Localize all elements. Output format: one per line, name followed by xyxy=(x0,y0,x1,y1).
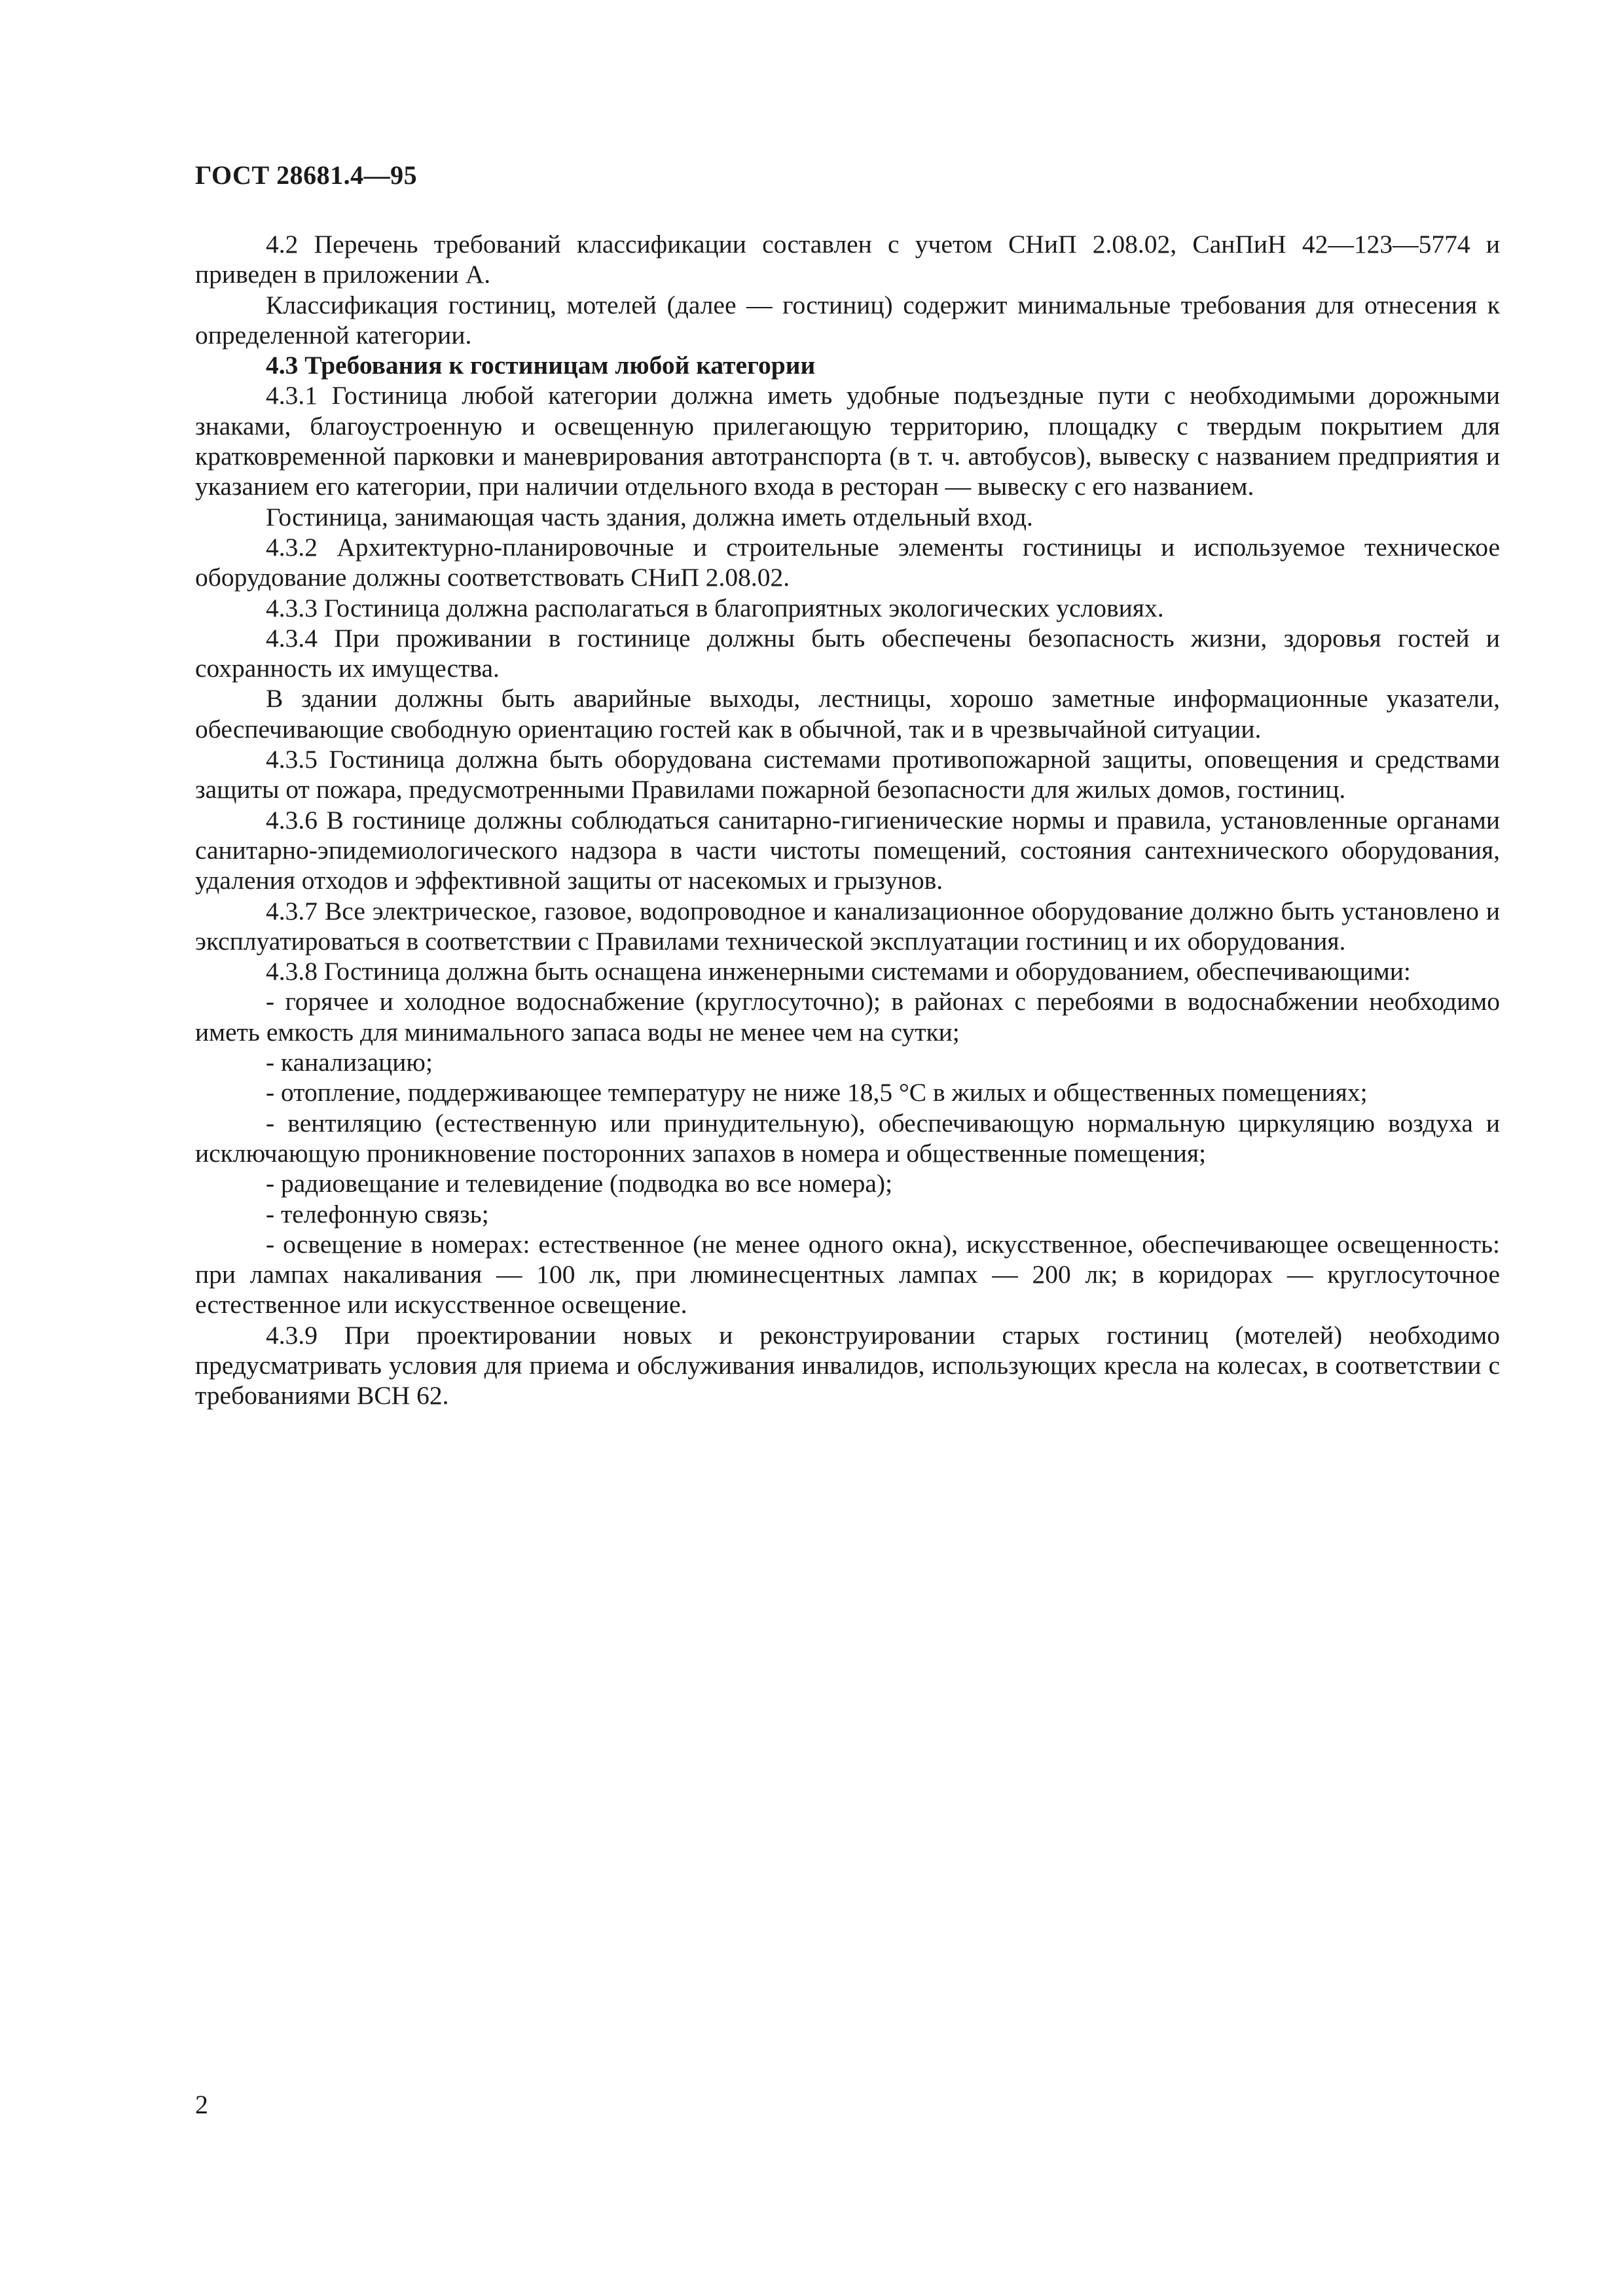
section-heading-4-3: 4.3 Требования к гостиницам любой категории xyxy=(266,351,816,380)
paragraph-separate-entrance: Гостиница, занимающая часть здания, должна иметь отдельный вход. xyxy=(266,502,1033,531)
paragraph-emergency-exits: В здании должны быть аварийные выходы, лестницы, хорошо заметные информационные указатели, обеспечивающие свободную ориентацию гостей как в обычной, так и в чрезвычайной ситуации. xyxy=(195,684,1500,744)
paragraph-4-3-4: 4.3.4 При проживании в гостинице должны быть обеспечены безопасность жизни, здоровья гостей и сохранность их имущества. xyxy=(195,623,1500,683)
paragraph-4-3-8: 4.3.8 Гостиница должна быть оснащена инженерными системами и оборудованием, обеспечивающими: xyxy=(266,957,1411,986)
list-item-heating: - отопление, поддерживающее температуру не ниже 18,5 °С в жилых и общественных помещениях; xyxy=(266,1078,1368,1107)
list-item-ventilation: - вентиляцию (естественную или принудительную), обеспечивающую нормальную циркуляцию воздуха и исключающую проникновение посторонних запахов в номера и общественные помещения; xyxy=(195,1108,1500,1168)
paragraph-classification: Классификация гостиниц, мотелей (далее — гостиниц) содержит минимальные требования для отнесения к определенной категории. xyxy=(195,290,1500,350)
list-item-lighting: - освещение в номерах: естественное (не менее одного окна), искусственное, обеспечивающее освещенность: при лампах накаливания — 100 лк, при люминесцентных лампах — 200 лк; в коридорах — круглосуточное естественное или искусственное освещение. xyxy=(195,1229,1500,1319)
list-item-sewerage: - канализацию; xyxy=(266,1048,433,1077)
paragraph-4-3-3: 4.3.3 Гостиница должна располагаться в благоприятных экологических условиях. xyxy=(266,593,1164,622)
paragraph-4-3-9: 4.3.9 При проектировании новых и реконструировании старых гостиниц (мотелей) необходимо предусматривать условия для приема и обслуживания инвалидов, использующих кресла на колесах, в соответствии с требованиями ВСН 62. xyxy=(195,1320,1500,1410)
paragraph-4-3-1: 4.3.1 Гостиница любой категории должна иметь удобные подъездные пути с необходимыми дорожными знаками, благоустроенную и освещенную прилегающую территорию, площадку с твердым покрытием для кратковременной парковки и маневрирования автотранспорта (в т. ч. автобусов), вывеску с названием предприятия и указанием его категории, при наличии отдельного входа в ресторан — вывеску с его названием. xyxy=(195,381,1500,501)
document-body xyxy=(195,229,1500,1411)
paragraph-4-3-5: 4.3.5 Гостиница должна быть оборудована системами противопожарной защиты, оповещения и средствами защиты от пожара, предусмотренными Правилами пожарной безопасности для жилых домов, гостиниц. xyxy=(195,745,1500,804)
document-code-header: ГОСТ 28681.4—95 xyxy=(195,160,418,190)
page-number: 2 xyxy=(195,2090,208,2119)
list-item-telephone: - телефонную связь; xyxy=(266,1199,489,1229)
paragraph-4-3-6: 4.3.6 В гостинице должны соблюдаться санитарно-гигиенические нормы и правила, установленные органами санитарно-эпидемиологического надзора в части чистоты помещений, состояния сантехнического оборудования, удаления отходов и эффективной защиты от насекомых и грызунов. xyxy=(195,805,1500,895)
paragraph-4-3-7: 4.3.7 Все электрическое, газовое, водопроводное и канализационное оборудование должно быть установлено и эксплуатироваться в соответствии с Правилами технической эксплуатации гостиниц и их оборудования. xyxy=(195,896,1500,956)
paragraph-4-3-2: 4.3.2 Архитектурно-планировочные и строительные элементы гостиницы и используемое техническое оборудование должны соответствовать СНиП 2.08.02. xyxy=(195,532,1500,592)
list-item-water-supply: - горячее и холодное водоснабжение (круглосуточно); в районах с перебоями в водоснабжении необходимо иметь емкость для минимального запаса воды не менее чем на сутки; xyxy=(195,987,1500,1047)
list-item-broadcasting: - радиовещание и телевидение (подводка во все номера); xyxy=(266,1169,893,1198)
paragraph-4-2: 4.2 Перечень требований классификации составлен с учетом СНиП 2.08.02, СанПиН 42—123—5774 и приведен в приложении А. xyxy=(195,230,1500,289)
